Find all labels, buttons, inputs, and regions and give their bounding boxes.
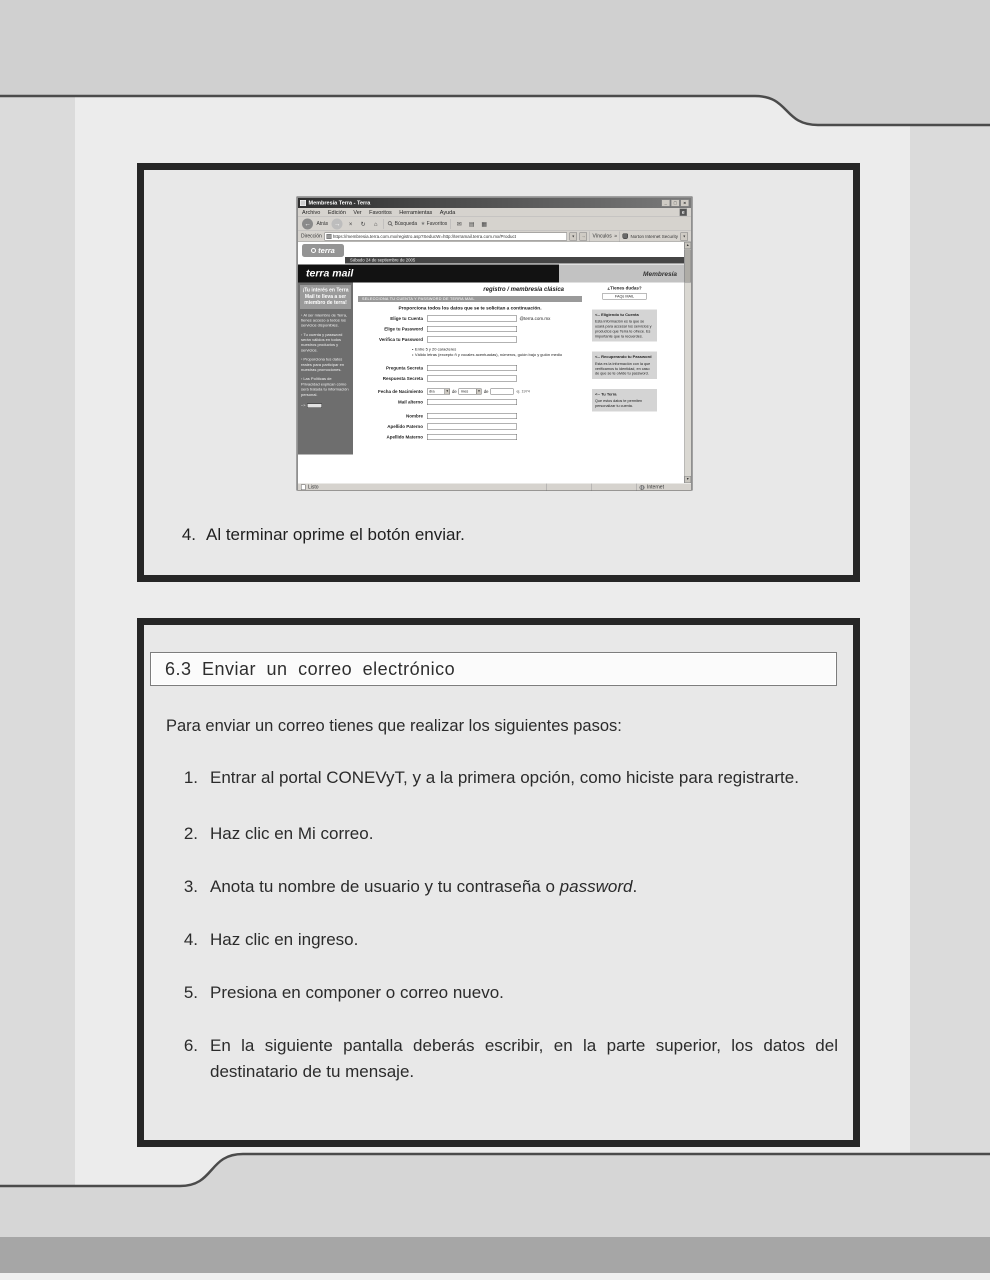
- field-label: Elige tu Password: [384, 326, 423, 332]
- menu-item-archivo[interactable]: Archivo: [302, 209, 321, 216]
- step-item: 6. En la siguiente pantalla deberás escribir, en la parte superior, los datos del destinatario de tu mensaje.: [183, 1036, 838, 1081]
- menu-item-ver[interactable]: Ver: [353, 209, 362, 216]
- ie-logo-icon: e: [680, 209, 688, 217]
- page-main: [298, 283, 684, 484]
- browser-window: [297, 197, 692, 490]
- year-input[interactable]: [490, 388, 513, 394]
- verify-password-input[interactable]: [427, 337, 517, 343]
- title-bar[interactable]: [298, 198, 691, 208]
- go-button[interactable]: →: [581, 233, 586, 239]
- last-name-input[interactable]: [427, 423, 517, 429]
- form-row-mother-name: [353, 434, 587, 440]
- field-label: Nombre: [405, 413, 423, 419]
- form-title: registro / membresía clásica: [483, 285, 564, 293]
- caption-text: Al terminar oprime el botón enviar.: [206, 525, 465, 544]
- help-box-text: Esta es la información con la que verificamos tu identidad, en caso de que se te olvide tu password.: [595, 361, 651, 376]
- figure-frame: [137, 163, 860, 582]
- help-box-text: Que estos datos te permiten personalizar tu cuenta.: [595, 398, 643, 409]
- norton-label: Norton Internet Security: [630, 233, 678, 239]
- month-select[interactable]: mes ▼: [460, 389, 481, 394]
- alt-mail-input[interactable]: [427, 399, 517, 405]
- terra-globe-icon: [311, 248, 316, 253]
- back-button[interactable]: ←: [302, 218, 313, 229]
- bottom-strip: [0, 1273, 990, 1280]
- help-box-title: <-- Recuperando tu Password: [595, 354, 652, 360]
- sidebar-item: ›Las Políticas de Privacidad explican cómo será tratada tu información personal.: [301, 376, 349, 397]
- field-label: Apellido Paterno: [387, 423, 423, 429]
- refresh-button[interactable]: ↻: [360, 220, 366, 228]
- print-button[interactable]: ▤: [468, 220, 475, 228]
- status-cell: [546, 484, 591, 492]
- form-row-verify-password: [353, 337, 587, 343]
- menu-bar: [298, 208, 691, 217]
- window-icon: [300, 200, 306, 206]
- help-box-text: Esta información es la que se usará para accesar los servicios y productos que Terra te ofrece. Es importante que la recuerdes.: [595, 319, 652, 339]
- sidebar-item: ›Al ser miembro de Terra, tienes acceso a todos los servicios disponibles.: [301, 312, 348, 328]
- mother-name-input[interactable]: [427, 434, 517, 440]
- form-row-password: [353, 326, 587, 332]
- form-row-account: [353, 316, 587, 322]
- caption-number: 4.: [181, 525, 196, 544]
- field-label: Mail alterno: [397, 399, 423, 405]
- bullet-icon: ›: [301, 332, 303, 337]
- terra-logo[interactable]: [302, 244, 344, 257]
- step-item: 1. Entrar al portal CONEVyT, y a la primera opción, como hiciste para registrarte.: [183, 768, 799, 787]
- help-title: ¿Tienes dudas?: [607, 285, 642, 291]
- help-box: [592, 389, 657, 411]
- menu-item-favoritos[interactable]: Favoritos: [369, 209, 392, 216]
- field-label: Apellido Materno: [386, 434, 423, 440]
- bullet-icon: •: [412, 347, 414, 352]
- browser-screenshot: [297, 197, 693, 491]
- page-banner: [298, 265, 684, 283]
- forward-button[interactable]: →: [332, 218, 343, 229]
- search-icon: [388, 221, 394, 227]
- close-button[interactable]: ×: [681, 200, 690, 207]
- step-item: 5. Presiona en componer o correo nuevo.: [183, 983, 504, 1002]
- toolbar-separator: [384, 219, 385, 229]
- star-icon: ★: [420, 221, 426, 227]
- page-scrollbar[interactable]: [684, 242, 691, 483]
- field-label: Pregunta Secreta: [385, 365, 423, 371]
- section-heading: 6.3 Enviar un correo electrónico: [165, 659, 456, 679]
- dob-de-label: de: [483, 388, 489, 394]
- step-item: 3. Anota tu nombre de usuario y tu contraseña o password.: [183, 877, 638, 896]
- registration-form: [353, 283, 587, 484]
- bottom-band: [0, 1237, 990, 1273]
- help-box: [592, 352, 657, 379]
- dob-hint: ej. 1974: [516, 389, 530, 394]
- address-separator: [590, 231, 591, 241]
- back-label[interactable]: Atrás: [316, 221, 329, 227]
- field-label: Fecha de Nacimiento: [377, 388, 423, 394]
- account-input[interactable]: [427, 316, 517, 322]
- help-box: [592, 310, 657, 342]
- promo-sidebar: [298, 283, 353, 455]
- status-cell: [591, 484, 636, 492]
- search-button[interactable]: Búsqueda: [388, 221, 418, 227]
- form-row-secret-question: [353, 365, 587, 371]
- bullet-icon: ›: [301, 312, 303, 318]
- mail-button[interactable]: ✉: [456, 220, 462, 228]
- links-label[interactable]: Vínculos: [592, 233, 612, 239]
- date-strip: Sábado 24 de septiembre de 2005: [345, 257, 684, 264]
- form-section-bar: SELECCIONA TU CUENTA Y PASSWORD DE TERRA MAIL: [358, 296, 582, 302]
- window-title: Membresía Terra - Terra: [308, 200, 371, 206]
- help-box-title: <-- Tu Terra: [595, 392, 617, 397]
- form-instruction: Proporciona todos los datos que se te solicitan a continuación.: [398, 305, 542, 311]
- step-item: 4. Haz clic en ingreso.: [183, 930, 359, 949]
- minimize-button[interactable]: _: [662, 200, 671, 207]
- edit-button[interactable]: ▦: [481, 220, 488, 228]
- dob-de-label: de: [452, 388, 457, 394]
- form-row-last-name: [353, 423, 587, 429]
- menu-item-edicion[interactable]: Edición: [327, 209, 346, 216]
- address-input[interactable]: [324, 232, 567, 240]
- password-rules: • Entre 5 y 20 caracteres • Válido letras (excepto ñ y vocales acentuadas), números, guión bajo y guión medio: [412, 347, 563, 357]
- step-item: 2. Haz clic en Mi correo.: [183, 824, 374, 843]
- scroll-up-button[interactable]: ▲: [686, 243, 690, 247]
- address-url: https://membresia.terra.com.mx/registro.asp?SeducW=http://terramail.terra.com.mx/Product: [332, 233, 517, 239]
- menu-item-ayuda[interactable]: Ayuda: [439, 209, 456, 216]
- name-input[interactable]: [427, 413, 517, 419]
- norton-dropdown[interactable]: ▾: [681, 232, 689, 240]
- faq-button[interactable]: FAQs MAIL: [603, 293, 647, 300]
- day-select[interactable]: día ▼: [429, 389, 449, 394]
- membresia-label: Membresía: [559, 265, 684, 283]
- sidebar-item: ›Tu cuenta y password serán válidos en todos nuestros productos y servicios.: [301, 332, 343, 353]
- address-separator: [619, 231, 620, 241]
- field-label: Verifica tu Password: [378, 337, 423, 342]
- norton-shield-icon: [622, 234, 628, 240]
- status-text: Listo: [308, 484, 319, 490]
- links-chevron-icon: »: [614, 233, 617, 239]
- toolbar-separator: [451, 219, 452, 229]
- scroll-thumb[interactable]: [685, 250, 692, 283]
- menu-item-herramientas[interactable]: Herramientas: [399, 209, 433, 216]
- form-row-secret-answer: [353, 375, 587, 381]
- status-bar: [298, 483, 691, 491]
- address-label: Dirección: [301, 233, 322, 239]
- steps-list: [174, 765, 846, 1112]
- password-input[interactable]: [427, 326, 517, 332]
- secret-question-input[interactable]: [427, 365, 517, 371]
- field-label: Elige tu Cuenta: [390, 316, 423, 321]
- favicon: [326, 234, 331, 239]
- document-icon: [301, 485, 306, 491]
- section-frame: [137, 618, 860, 1147]
- chevron-down-icon: ▼: [477, 389, 481, 393]
- help-sidebar: [592, 286, 657, 412]
- sidebar-more-box: [307, 403, 322, 408]
- favorites-button[interactable]: ★ Favoritos: [420, 221, 448, 227]
- page-viewport: [298, 242, 691, 483]
- bullet-icon: ›: [301, 357, 303, 362]
- bullet-icon: ›: [301, 376, 303, 382]
- bullet-icon: •: [412, 352, 414, 357]
- secret-answer-input[interactable]: [427, 375, 517, 381]
- terra-logo-text: terra: [318, 246, 335, 255]
- help-box-title: <-- Eligiendo tu Cuenta: [595, 312, 639, 317]
- home-button[interactable]: ⌂: [373, 220, 378, 228]
- form-row-birthdate: [353, 388, 587, 394]
- figure-caption: [174, 525, 465, 545]
- toolbar: [298, 217, 691, 231]
- section-intro: Para enviar un correo tienes que realizar los siguientes pasos:: [166, 717, 622, 735]
- internet-zone-label: Internet: [647, 484, 664, 490]
- address-bar: [298, 231, 691, 242]
- sidebar-headline: ¡Tu interés en Terra Mail te lleva a ser miembro de terra!: [300, 285, 351, 309]
- scroll-down-button[interactable]: ▼: [686, 477, 690, 481]
- stop-button[interactable]: ×: [348, 220, 353, 228]
- address-dropdown[interactable]: ▾: [570, 232, 578, 240]
- sidebar-more-link[interactable]: -->: [301, 403, 350, 408]
- banner-title: terra mail: [306, 267, 354, 279]
- section-heading-box: [150, 652, 837, 686]
- field-label: Respuesta Secreta: [382, 375, 423, 381]
- webpage-content: [298, 242, 684, 483]
- chevron-down-icon: ▼: [445, 389, 449, 393]
- account-suffix: @terra.com.mx: [519, 316, 551, 321]
- maximize-button[interactable]: □: [671, 200, 680, 207]
- sidebar-item: ›Proporciona tus datos reales para participar en nuestras promociones.: [301, 357, 345, 373]
- internet-zone-icon: [640, 485, 645, 490]
- form-row-alt-mail: [353, 399, 587, 405]
- form-row-name: [353, 413, 587, 419]
